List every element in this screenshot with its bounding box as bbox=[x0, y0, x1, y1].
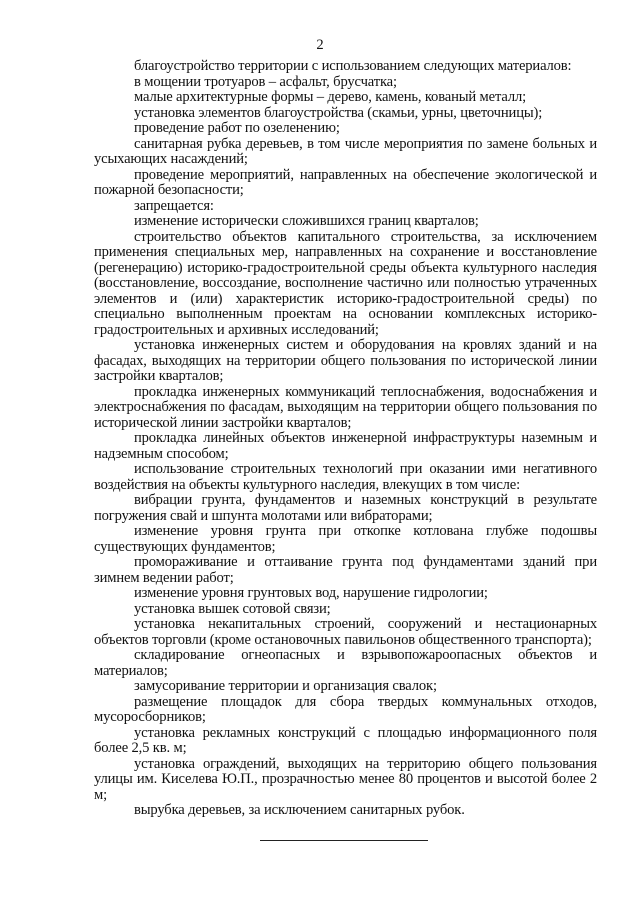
paragraph: прокладка инженерных коммуникаций теплоснабжения, водоснабжения и электроснабжения по фасадам, выходящим на территории общего пользования по исторической линии застройки кварталов; bbox=[94, 383, 597, 431]
paragraph: изменение уровня грунта при откопке котлована глубже подошвы существующих фундаментов; bbox=[94, 523, 597, 555]
signature-divider-line bbox=[260, 840, 428, 841]
paragraph: промораживание и оттаивание грунта под фундаментами зданий при зимнем ведении работ; bbox=[94, 554, 597, 586]
paragraph: в мощении тротуаров – асфальт, брусчатка; bbox=[134, 73, 397, 90]
paragraph: установка ограждений, выходящих на территорию общего пользования улицы им. Киселева Ю.П., прозрачностью менее 80 процентов и высотой более 2 м; bbox=[94, 755, 597, 803]
paragraph: замусоривание территории и организация свалок; bbox=[134, 678, 437, 694]
document-body bbox=[94, 59, 597, 819]
paragraph: строительство объектов капитального строительства, за исключением применения специальных мер, направленных на сохранение и восстановление (регенерацию) историко-градостроительной среды объекта культурного наследия (восстановление, воссоздание, восполнение частично или полностью утраченных элементов и (или) характеристик историко-градостроительной среды) по специально выполненным проектам на основании комплексных историко-градостроительных и архивных исследований; bbox=[94, 228, 597, 338]
paragraph: установка вышек сотовой связи; bbox=[134, 600, 331, 617]
paragraph: прокладка линейных объектов инженерной инфраструктуры наземным и надземным способом; bbox=[94, 430, 597, 462]
paragraph: установка некапитальных строений, сооружений и нестационарных объектов торговли (кроме остановочных павильонов общественного транспорта); bbox=[94, 616, 597, 648]
page-number: 2 bbox=[316, 37, 324, 53]
paragraph: установка рекламных конструкций с площадью информационного поля более 2,5 кв. м; bbox=[94, 724, 597, 756]
paragraph: малые архитектурные формы – дерево, камень, кованый металл; bbox=[134, 89, 526, 105]
paragraph: складирование огнеопасных и взрывопожароопасных объектов и материалов; bbox=[94, 647, 597, 679]
paragraph: проведение работ по озеленению; bbox=[134, 120, 340, 136]
paragraph: изменение уровня грунтовых вод, нарушение гидрологии; bbox=[134, 585, 488, 601]
paragraph: благоустройство территории с использованием следующих материалов: bbox=[134, 58, 572, 74]
paragraph: санитарная рубка деревьев, в том числе мероприятия по замене больных и усыхающих насаждений; bbox=[94, 135, 597, 167]
paragraph: запрещается: bbox=[134, 197, 214, 214]
paragraph: использование строительных технологий при оказании ими негативного воздействия на объекты культурного наследия, влекущих в том числе: bbox=[94, 461, 597, 493]
paragraph: размещение площадок для сбора твердых коммунальных отходов, мусоросборников; bbox=[94, 693, 597, 725]
paragraph: изменение исторически сложившихся границ кварталов; bbox=[134, 213, 479, 229]
paragraph: установка элементов благоустройства (скамьи, урны, цветочницы); bbox=[134, 104, 543, 121]
paragraph: вибрации грунта, фундаментов и наземных конструкций в результате погружения свай и шпунта молотами или вибраторами; bbox=[94, 492, 597, 524]
paragraph: проведение мероприятий, направленных на обеспечение экологической и пожарной безопасности; bbox=[94, 166, 597, 198]
paragraph: вырубка деревьев, за исключением санитарных рубок. bbox=[134, 802, 465, 818]
paragraph: установка инженерных систем и оборудования на кровлях зданий и на фасадах, выходящих на территории общего пользования по исторической линии застройки кварталов; bbox=[94, 337, 597, 384]
